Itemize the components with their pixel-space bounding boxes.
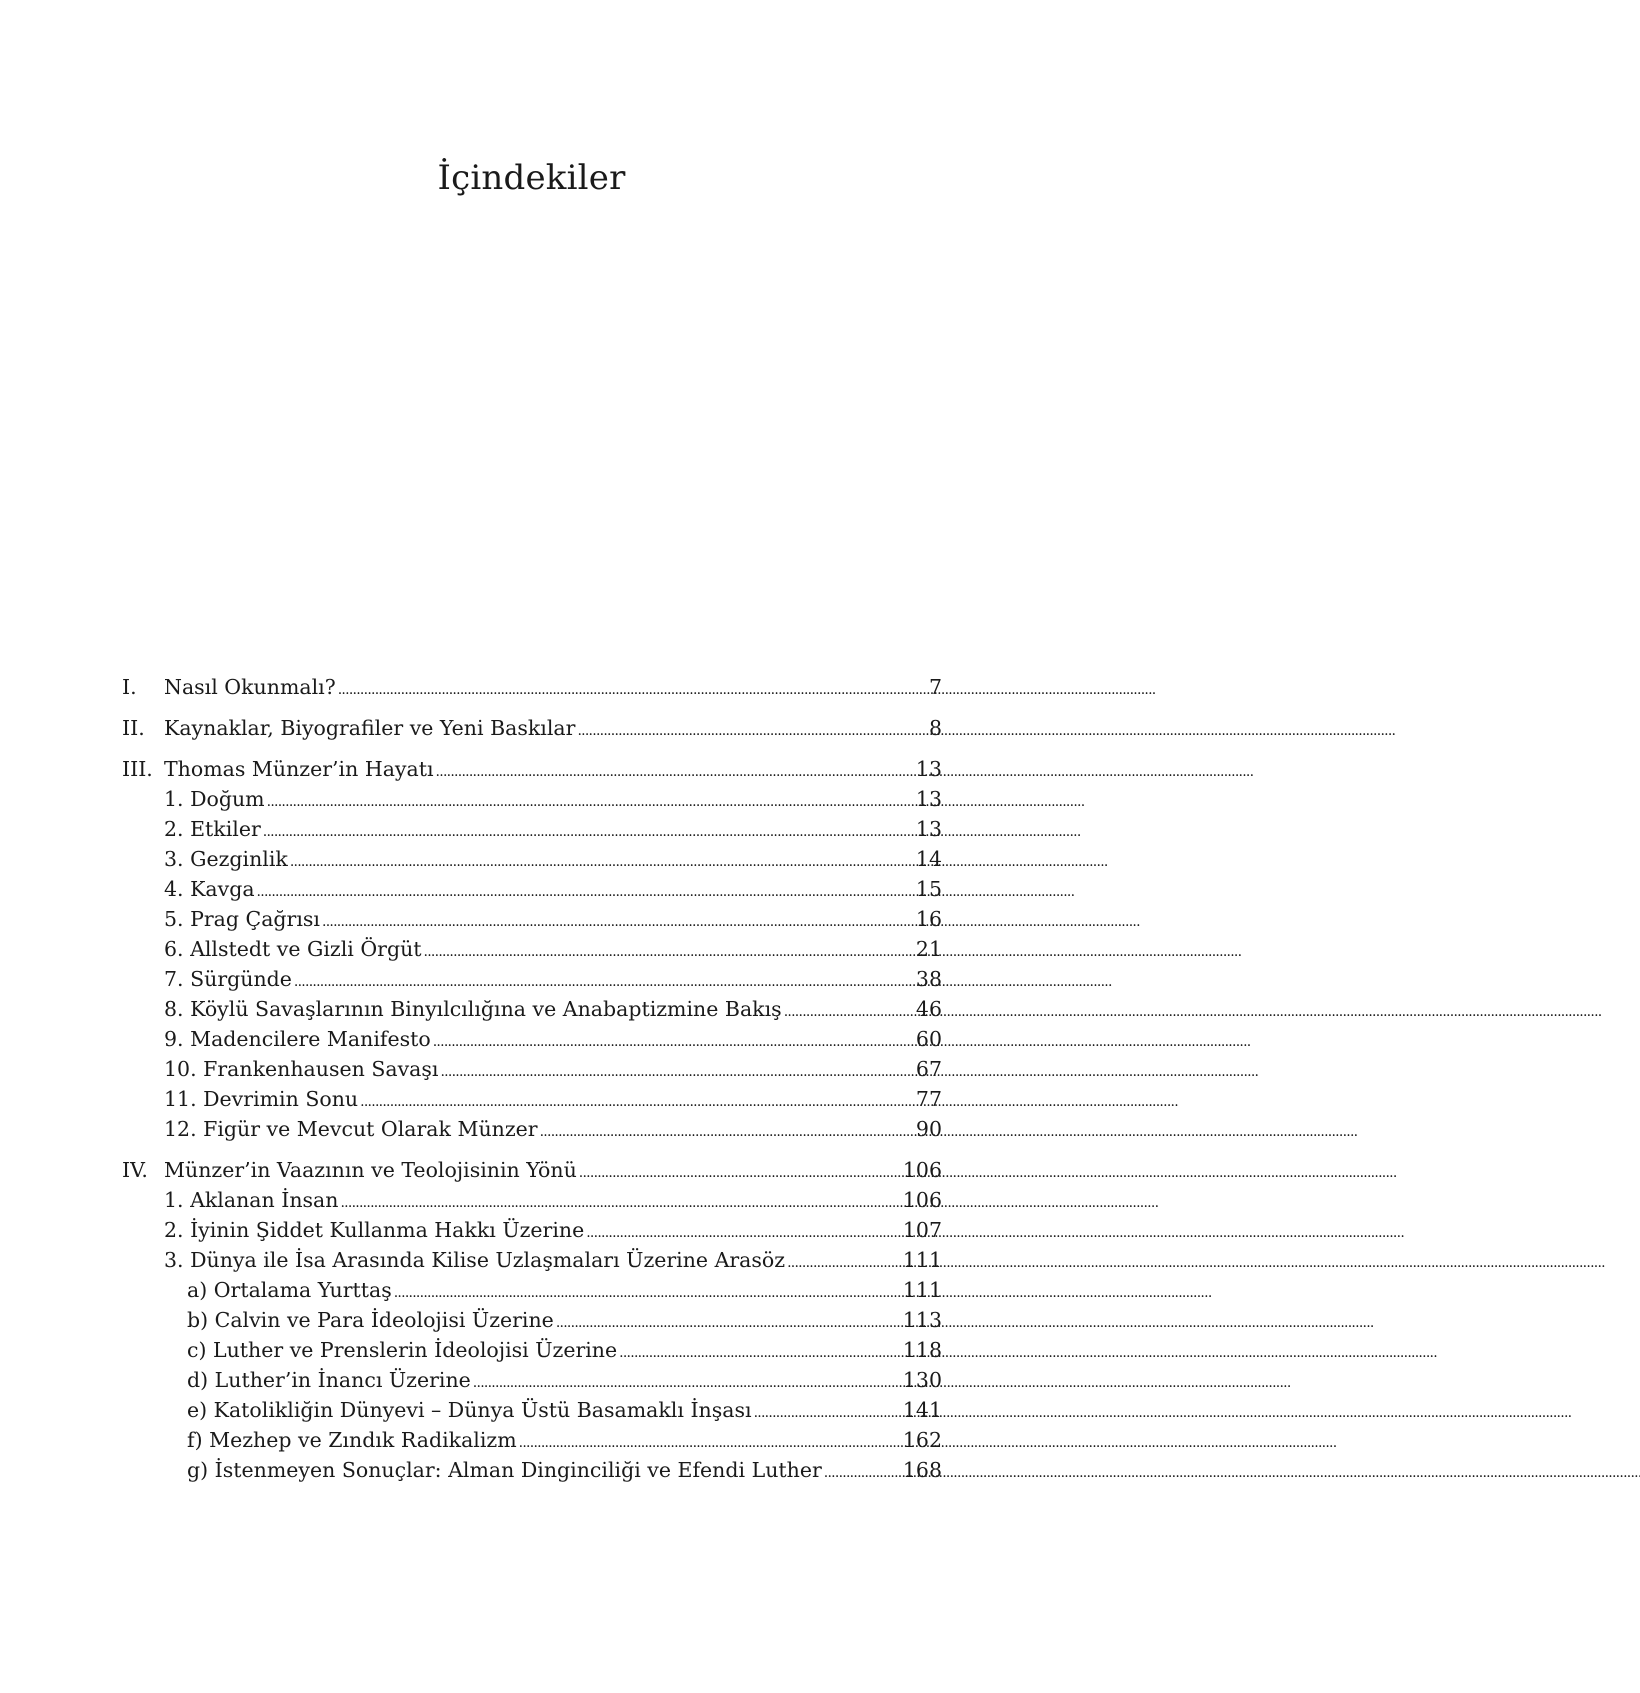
toc-entry-title: 10. Frankenhausen Savaşı: [164, 1057, 439, 1081]
toc-subentry: [122, 1455, 942, 1485]
toc-page-number: 60: [915, 1027, 942, 1051]
toc-section-number: I.: [122, 675, 137, 699]
toc-entry: [122, 1155, 942, 1185]
dot-leader: [579, 1155, 901, 1188]
toc-subentry: [122, 1215, 942, 1245]
toc-page-number: 46: [915, 997, 942, 1021]
toc-entry-title: 5. Prag Çağrısı: [164, 907, 320, 931]
toc-entry-title: 12. Figür ve Mevcut Olarak Münzer: [164, 1117, 538, 1141]
dot-leader: [473, 1365, 901, 1398]
dot-leader: [577, 713, 927, 746]
toc-entry-title: 4. Kavga: [164, 877, 255, 901]
toc-entry-title: 3. Gezginlik: [164, 847, 288, 871]
toc-entry-title: Münzer’in Vaazının ve Teolojisinin Yönü: [164, 1158, 577, 1182]
toc-section: [122, 1155, 942, 1485]
toc-subentry: [122, 1305, 942, 1335]
toc-subentry: [122, 874, 942, 904]
dot-leader: [394, 1275, 901, 1308]
toc-page-number: 16: [915, 907, 942, 931]
toc-subentry: [122, 844, 942, 874]
toc-entry-title: 7. Sürgünde: [164, 967, 292, 991]
dot-leader: [294, 964, 914, 997]
toc-entry-title: f) Mezhep ve Zındık Radikalizm: [187, 1428, 517, 1452]
toc-page-number: 13: [915, 787, 942, 811]
dot-leader: [540, 1114, 914, 1147]
toc-entry-title: a) Ortalama Yurttaş: [187, 1278, 392, 1302]
toc-subentry: [122, 1395, 942, 1425]
dot-leader: [267, 784, 914, 817]
toc-subentry: [122, 934, 942, 964]
toc-entry: [122, 754, 942, 784]
toc-section-number: IV.: [122, 1158, 148, 1182]
toc-subentry: [122, 904, 942, 934]
dot-leader: [360, 1084, 914, 1117]
toc-entry-title: b) Calvin ve Para İdeolojisi Üzerine: [187, 1308, 554, 1332]
toc-page-number: 111: [902, 1278, 942, 1302]
toc-subentry: [122, 1245, 942, 1275]
toc-page-number: 113: [902, 1308, 942, 1332]
toc-page-number: 90: [915, 1117, 942, 1141]
toc-entry-title: Thomas Münzer’in Hayatı: [164, 757, 434, 781]
dot-leader: [784, 994, 914, 1027]
toc-page-number: 168: [902, 1458, 942, 1482]
toc-page-number: 8: [928, 716, 942, 740]
toc-entry-title: Nasıl Okunmalı?: [164, 675, 336, 699]
toc-page-number: 106: [902, 1158, 942, 1182]
toc-page-number: 162: [902, 1428, 942, 1452]
dot-leader: [824, 1455, 901, 1488]
toc-subentry: [122, 1365, 942, 1395]
toc-section: [122, 713, 942, 743]
toc-page-number: 15: [915, 877, 942, 901]
toc-entry-title: Kaynaklar, Biyografiler ve Yeni Baskılar: [164, 716, 576, 740]
toc-section-number: II.: [122, 716, 145, 740]
toc-subentry: [122, 994, 942, 1024]
toc-section-number: III.: [122, 757, 153, 781]
dot-leader: [322, 904, 914, 937]
dot-leader: [433, 1024, 914, 1057]
toc-entry-title: e) Katolikliğin Dünyevi – Dünya Üstü Basamaklı İnşası: [187, 1398, 752, 1422]
toc-page-number: 111: [902, 1248, 942, 1272]
toc-entry: [122, 713, 942, 743]
toc-page-number: 13: [915, 757, 942, 781]
toc-entry-title: 3. Dünya ile İsa Arasında Kilise Uzlaşmaları Üzerine Arasöz: [164, 1248, 786, 1272]
dot-leader: [424, 934, 914, 967]
page-title: İçindekiler: [437, 158, 626, 198]
toc-entry-title: c) Luther ve Prenslerin İdeolojisi Üzerine: [187, 1338, 618, 1362]
toc-subentry: [122, 814, 942, 844]
dot-leader: [586, 1215, 901, 1248]
toc-entry-title: 11. Devrimin Sonu: [164, 1087, 359, 1111]
dot-leader: [440, 1054, 913, 1087]
toc-subentry: [122, 1084, 942, 1114]
toc-page-number: 141: [902, 1398, 942, 1422]
toc-section: [122, 754, 942, 1144]
toc-page-number: 14: [915, 847, 942, 871]
toc-subentry: [122, 1185, 942, 1215]
toc-subentry: [122, 1425, 942, 1455]
dot-leader: [556, 1305, 901, 1338]
toc-subentry: [122, 1114, 942, 1144]
dot-leader: [340, 1185, 900, 1218]
toc-subentry: [122, 784, 942, 814]
dot-leader: [338, 672, 927, 705]
toc-entry-title: 8. Köylü Savaşlarının Binyılcılığına ve Anabaptizmine Bakış: [164, 997, 782, 1021]
toc-entry-title: 1. Aklanan İnsan: [164, 1188, 339, 1212]
dot-leader: [787, 1245, 901, 1278]
dot-leader: [257, 874, 914, 907]
toc-page-number: 13: [915, 817, 942, 841]
toc-entry-title: 2. İyinin Şiddet Kullanma Hakkı Üzerine: [164, 1218, 585, 1242]
toc-entry-title: g) İstenmeyen Sonuçlar: Alman Dinginciliği ve Efendi Luther: [187, 1458, 822, 1482]
toc-entry-title: 9. Madencilere Manifesto: [164, 1027, 431, 1051]
toc-section: [122, 672, 942, 702]
toc-page-number: 77: [915, 1087, 942, 1111]
toc-subentry: [122, 1054, 942, 1084]
dot-leader: [436, 754, 914, 787]
toc-page-number: 118: [902, 1338, 942, 1362]
dot-leader: [754, 1395, 901, 1428]
toc-subentry: [122, 1275, 942, 1305]
toc-entry: [122, 672, 942, 702]
toc-entry-title: 6. Allstedt ve Gizli Örgüt: [164, 937, 422, 961]
dot-leader: [619, 1335, 901, 1368]
toc-subentry: [122, 1335, 942, 1365]
dot-leader: [519, 1425, 901, 1458]
toc-subentry: [122, 964, 942, 994]
toc-entry-title: 2. Etkiler: [164, 817, 261, 841]
toc-entry-title: 1. Doğum: [164, 787, 265, 811]
toc-entry-title: d) Luther’in İnancı Üzerine: [187, 1368, 471, 1392]
toc-subentry: [122, 1024, 942, 1054]
toc-page-number: 130: [902, 1368, 942, 1392]
toc-page-number: 21: [915, 937, 942, 961]
toc-page-number: 107: [902, 1218, 942, 1242]
table-of-contents: [122, 672, 942, 1496]
dot-leader: [263, 814, 914, 847]
toc-page-number: 106: [902, 1188, 942, 1212]
toc-page-number: 7: [928, 675, 942, 699]
dot-leader: [290, 844, 914, 877]
toc-page-number: 67: [915, 1057, 942, 1081]
toc-page-number: 38: [915, 967, 942, 991]
